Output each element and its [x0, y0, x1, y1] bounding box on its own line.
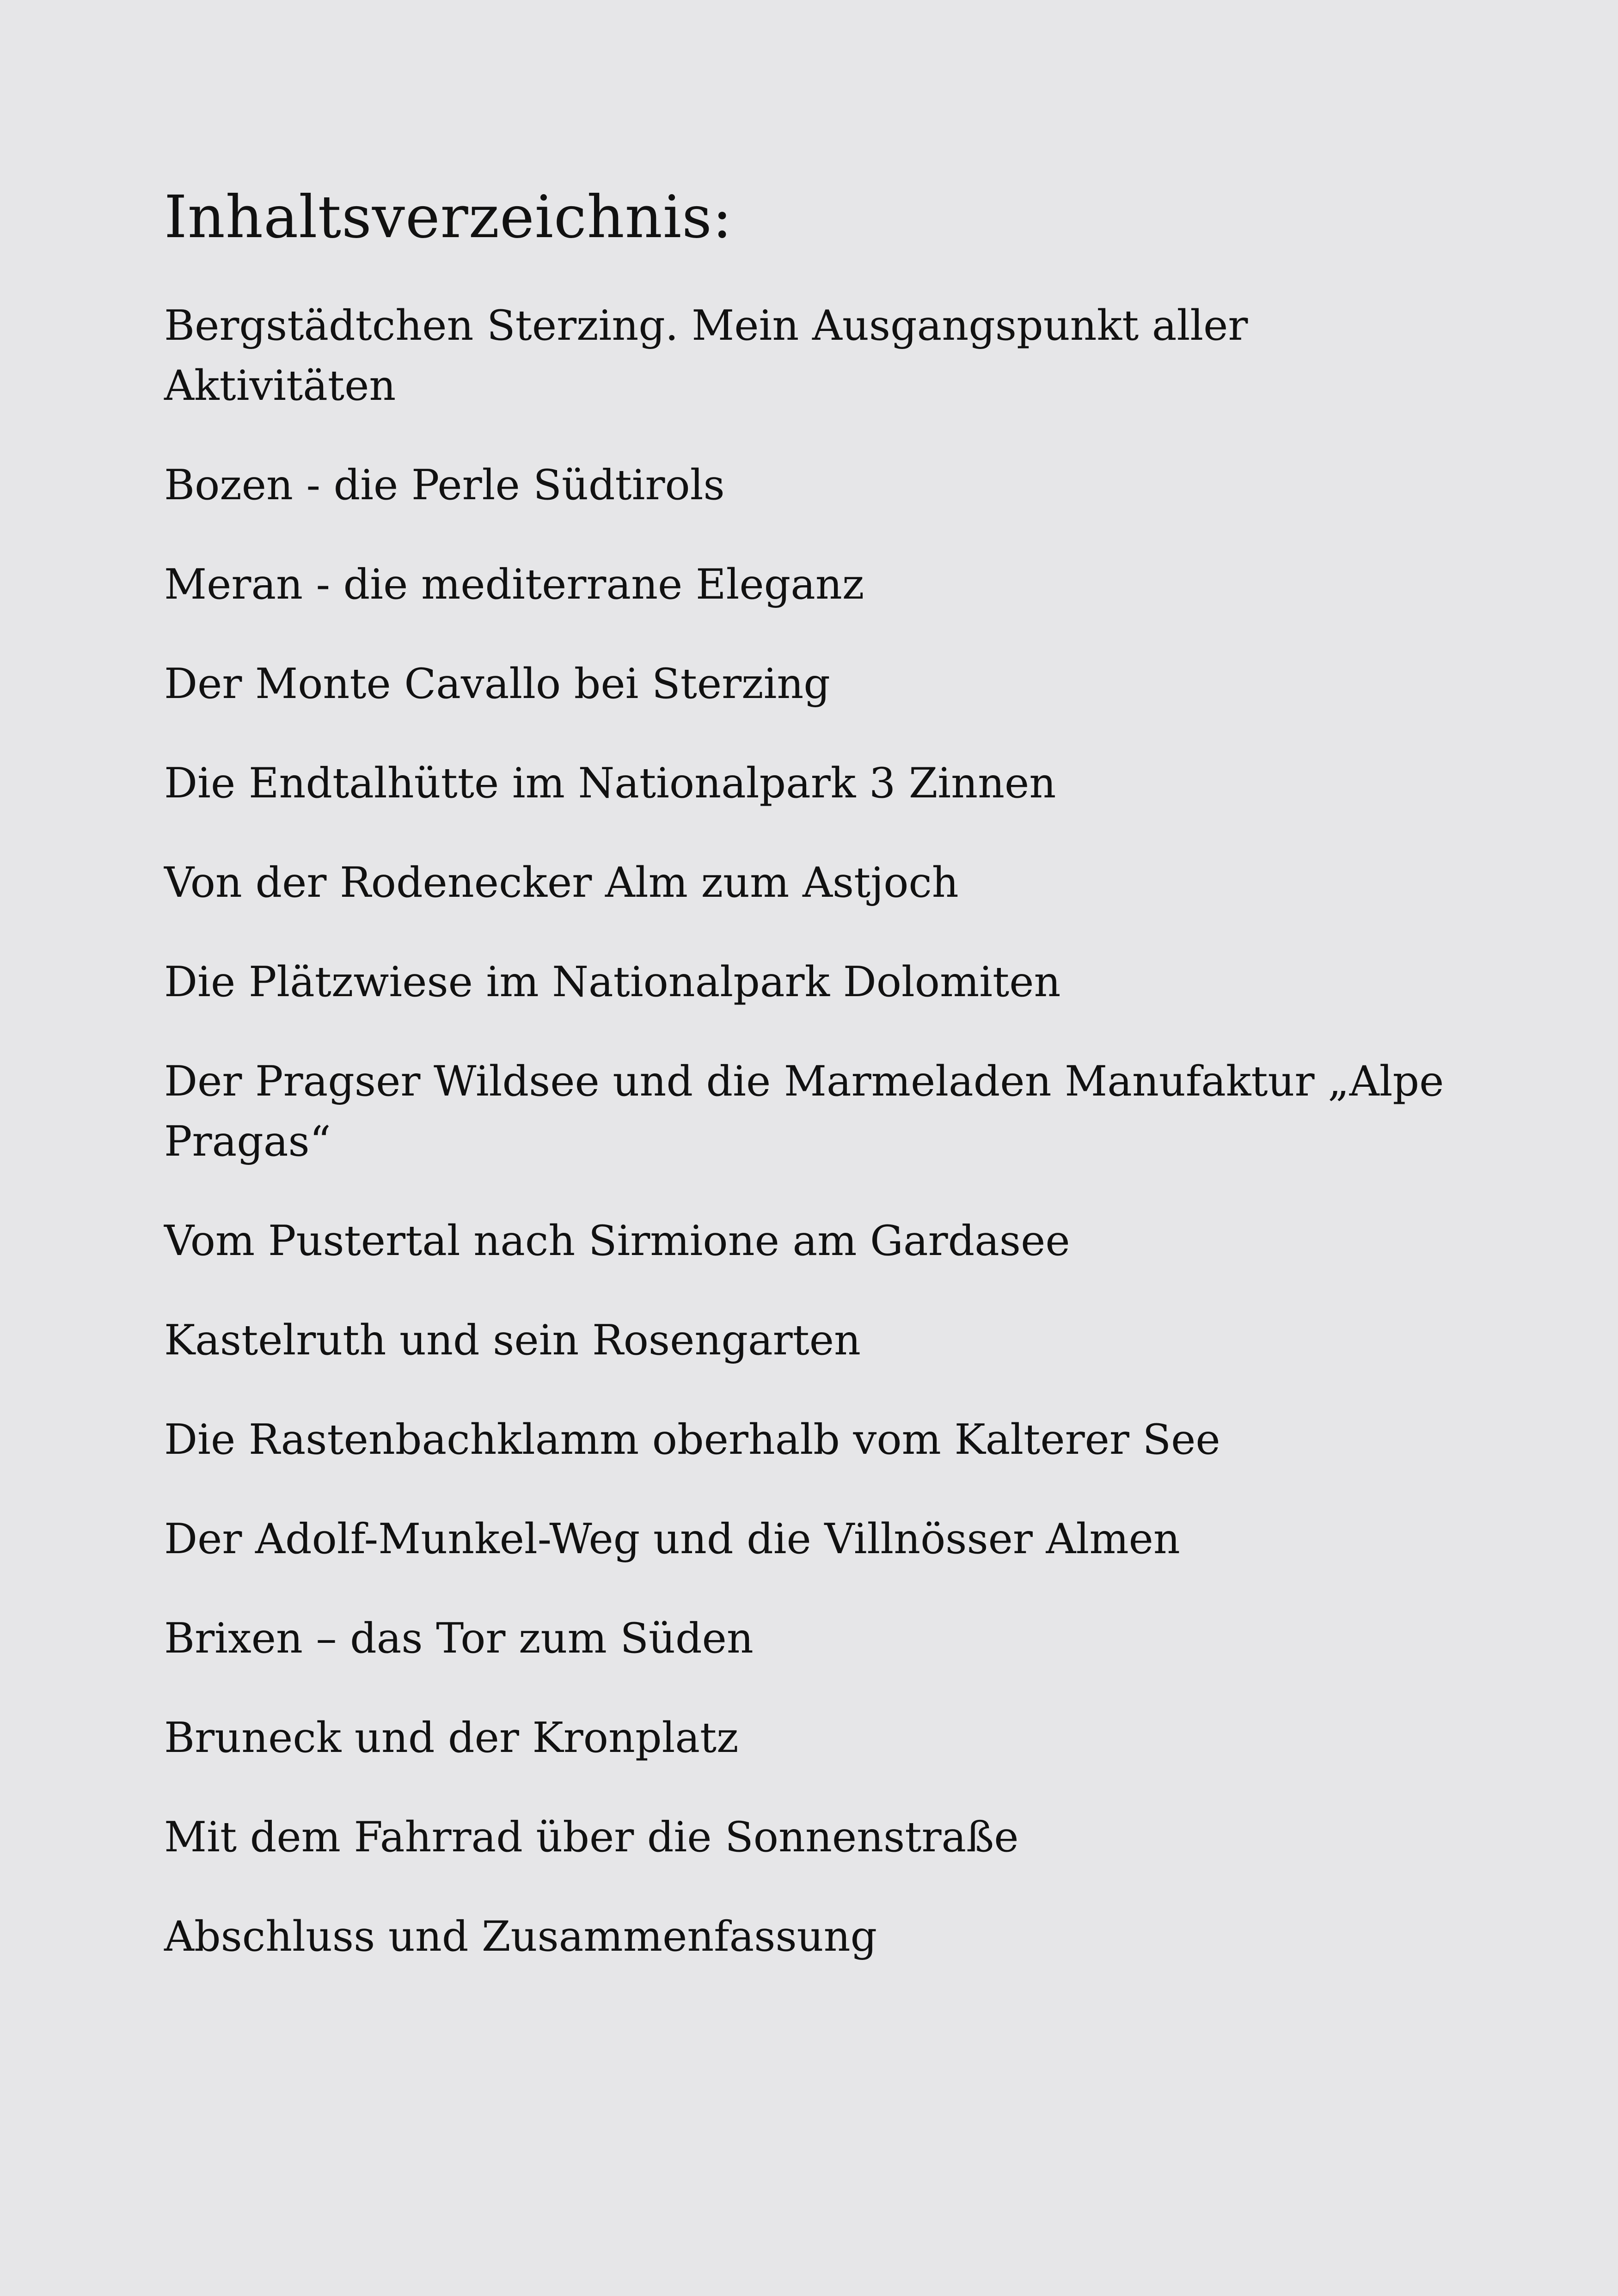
toc-entry-sterzing: Bergstädtchen Sterzing. Mein Ausgangspunkt aller Aktivitäten	[164, 301, 1248, 410]
toc-entry-meran: Meran - die mediterrane Eleganz	[164, 560, 864, 609]
toc-entry-monte-cavallo: Der Monte Cavallo bei Sterzing	[164, 660, 830, 708]
table-of-contents	[164, 183, 1459, 2006]
toc-entry-bozen: Bozen - die Perle Südtirols	[164, 461, 725, 509]
toc-entry-brixen: Brixen – das Tor zum Süden	[164, 1614, 754, 1663]
toc-entry-bruneck: Bruneck und der Kronplatz	[164, 1714, 739, 1762]
toc-list	[164, 296, 1459, 1967]
toc-entry-pragser-wildsee: Der Pragser Wildsee und die Marmeladen Manufaktur „Alpe Pragas“	[164, 1057, 1444, 1166]
toc-entry-adolf-munkel-weg: Der Adolf-Munkel-Weg und die Villnösser Almen	[164, 1515, 1180, 1563]
toc-entry-kastelruth: Kastelruth und sein Rosengarten	[164, 1316, 861, 1365]
toc-entry-rastenbachklamm: Die Rastenbachklamm oberhalb vom Kalterer See	[164, 1415, 1220, 1464]
toc-entry-plaetzwiese: Die Plätzwiese im Nationalpark Dolomiten	[164, 958, 1061, 1006]
toc-heading: Inhaltsverzeichnis:	[164, 183, 733, 251]
toc-entry-pustertal-sirmione: Vom Pustertal nach Sirmione am Gardasee	[164, 1217, 1070, 1265]
toc-entry-abschluss: Abschluss und Zusammenfassung	[164, 1912, 877, 1961]
toc-entry-rodenecker-alm: Von der Rodenecker Alm zum Astjoch	[164, 858, 959, 907]
toc-entry-sonnenstrasse: Mit dem Fahrrad über die Sonnenstraße	[164, 1813, 1019, 1861]
toc-entry-endtalhuette: Die Endtalhütte im Nationalpark 3 Zinnen	[164, 759, 1056, 808]
